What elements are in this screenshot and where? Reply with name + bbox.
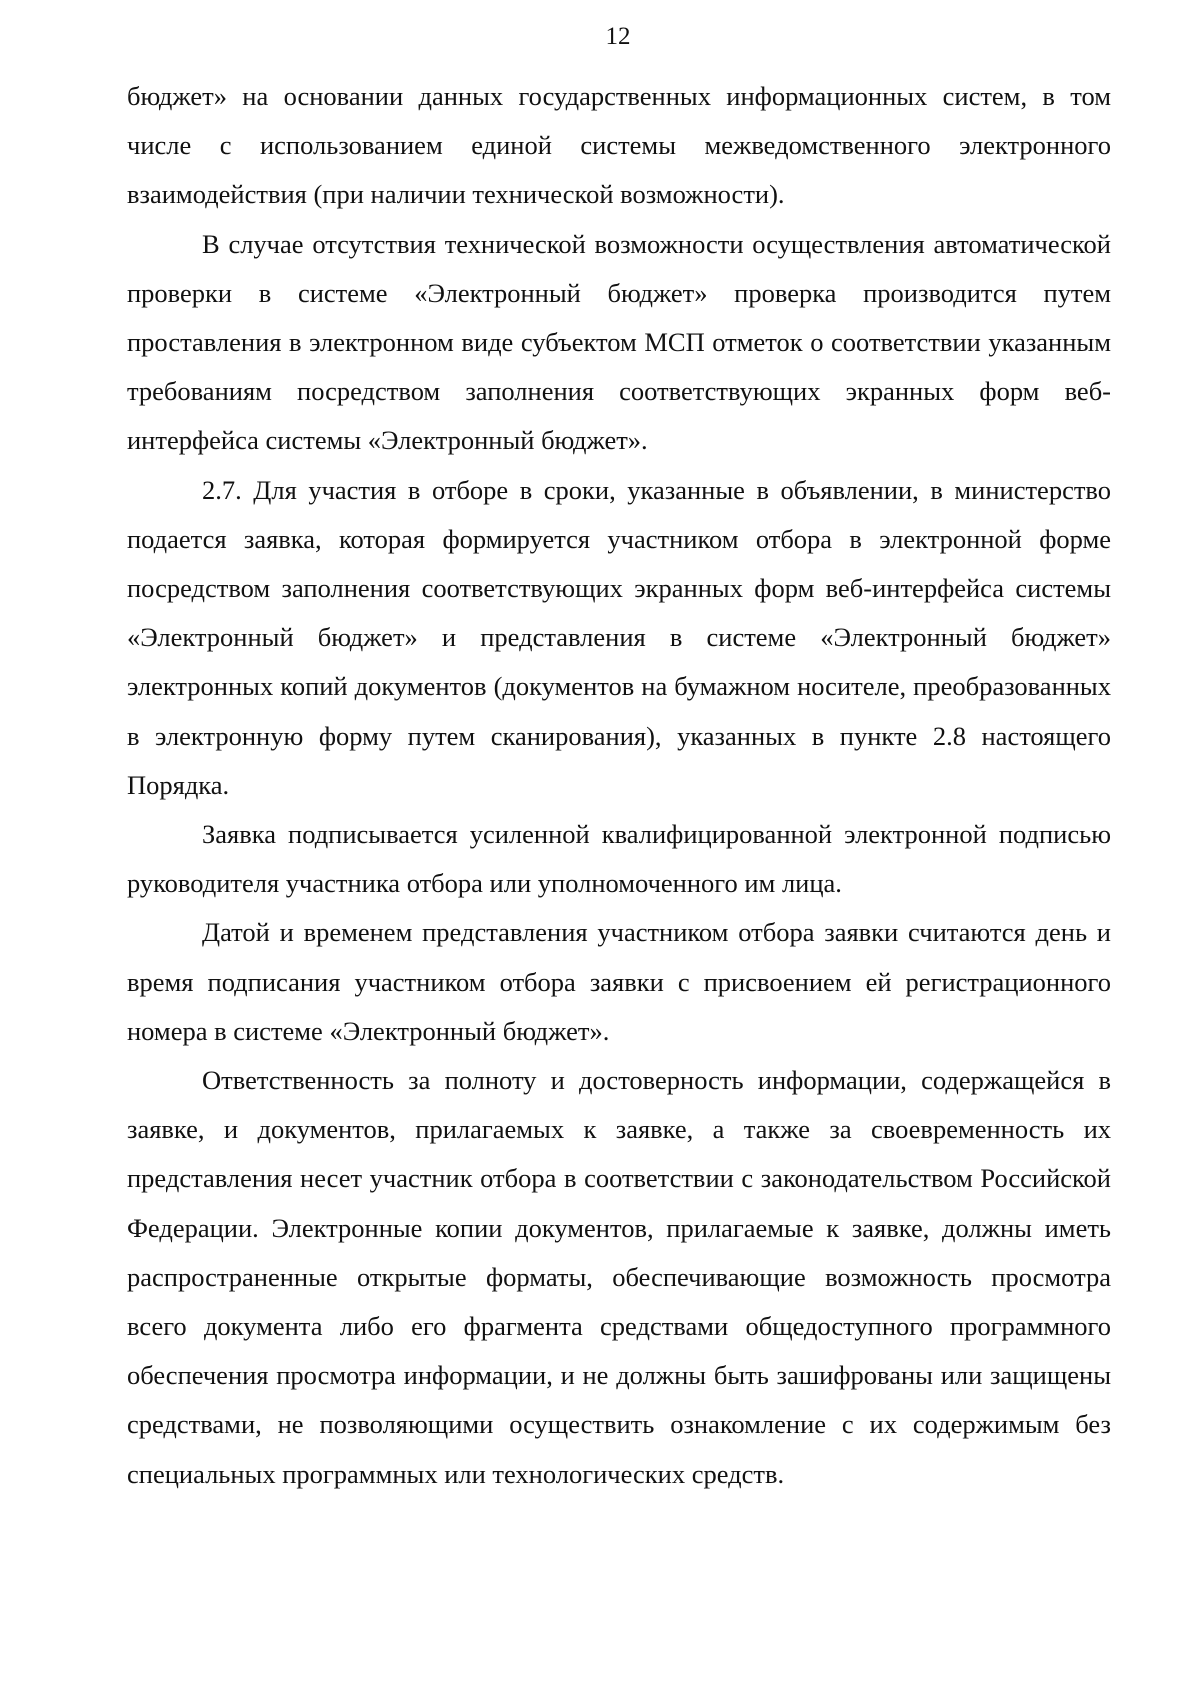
page-number: 12 (605, 23, 631, 50)
paragraph-signature: Заявка подписывается усиленной квалифицированной электронной подписью руководителя участника отбора или уполномоченного им лица. (127, 819, 1111, 899)
paragraph-submission-date: Датой и временем представления участником отбора заявки считаются день и время подписания участником отбора заявки с присвоением ей регистрационного номера в системе «Электронный бюджет». (127, 917, 1111, 1046)
paragraph-technical-check: В случае отсутствия технической возможности осуществления автоматической проверки в системе «Электронный бюджет» проверка производится путем проставления в электронном виде субъектом МСП отметок о соответствии указанным требованиям посредством заполнения соответствующих экранных форм веб-интерфейса системы «Электронный бюджет». (127, 228, 1111, 456)
paragraph-continuation: бюджет» на основании данных государственных информационных систем, в том числе с использованием единой системы межведомственного электронного взаимодействия (при наличии технической возможности). (127, 81, 1111, 210)
paragraph-responsibility: Ответственность за полноту и достоверность информации, содержащейся в заявке, и документов, прилагаемых к заявке, а также за своевременность их представления несет участник отбора в соответствии с законодательством Российской Федерации. Электронные копии документов, прилагаемые к заявке, должны иметь распространенные открытые форматы, обеспечивающие возможность просмотра всего документа либо его фрагмента средствами общедоступного программного обеспечения просмотра информации, и не должны быть зашифрованы или защищены средствами, не позволяющими осуществить ознакомление с их содержимым без специальных программных или технологических средств. (127, 1065, 1111, 1489)
paragraph-2-7-application: 2.7. Для участия в отборе в сроки, указанные в объявлении, в министерство подается заявка, которая формируется участником отбора в электронной форме посредством заполнения соответствующих экранных форм веб-интерфейса системы «Электронный бюджет» и представления в системе «Электронный бюджет» электронных копий документов (документов на бумажном носителе, преобразованных в электронную форму путем сканирования), указанных в пункте 2.8 настоящего Порядка. (127, 474, 1111, 800)
document-body (127, 72, 1111, 1499)
